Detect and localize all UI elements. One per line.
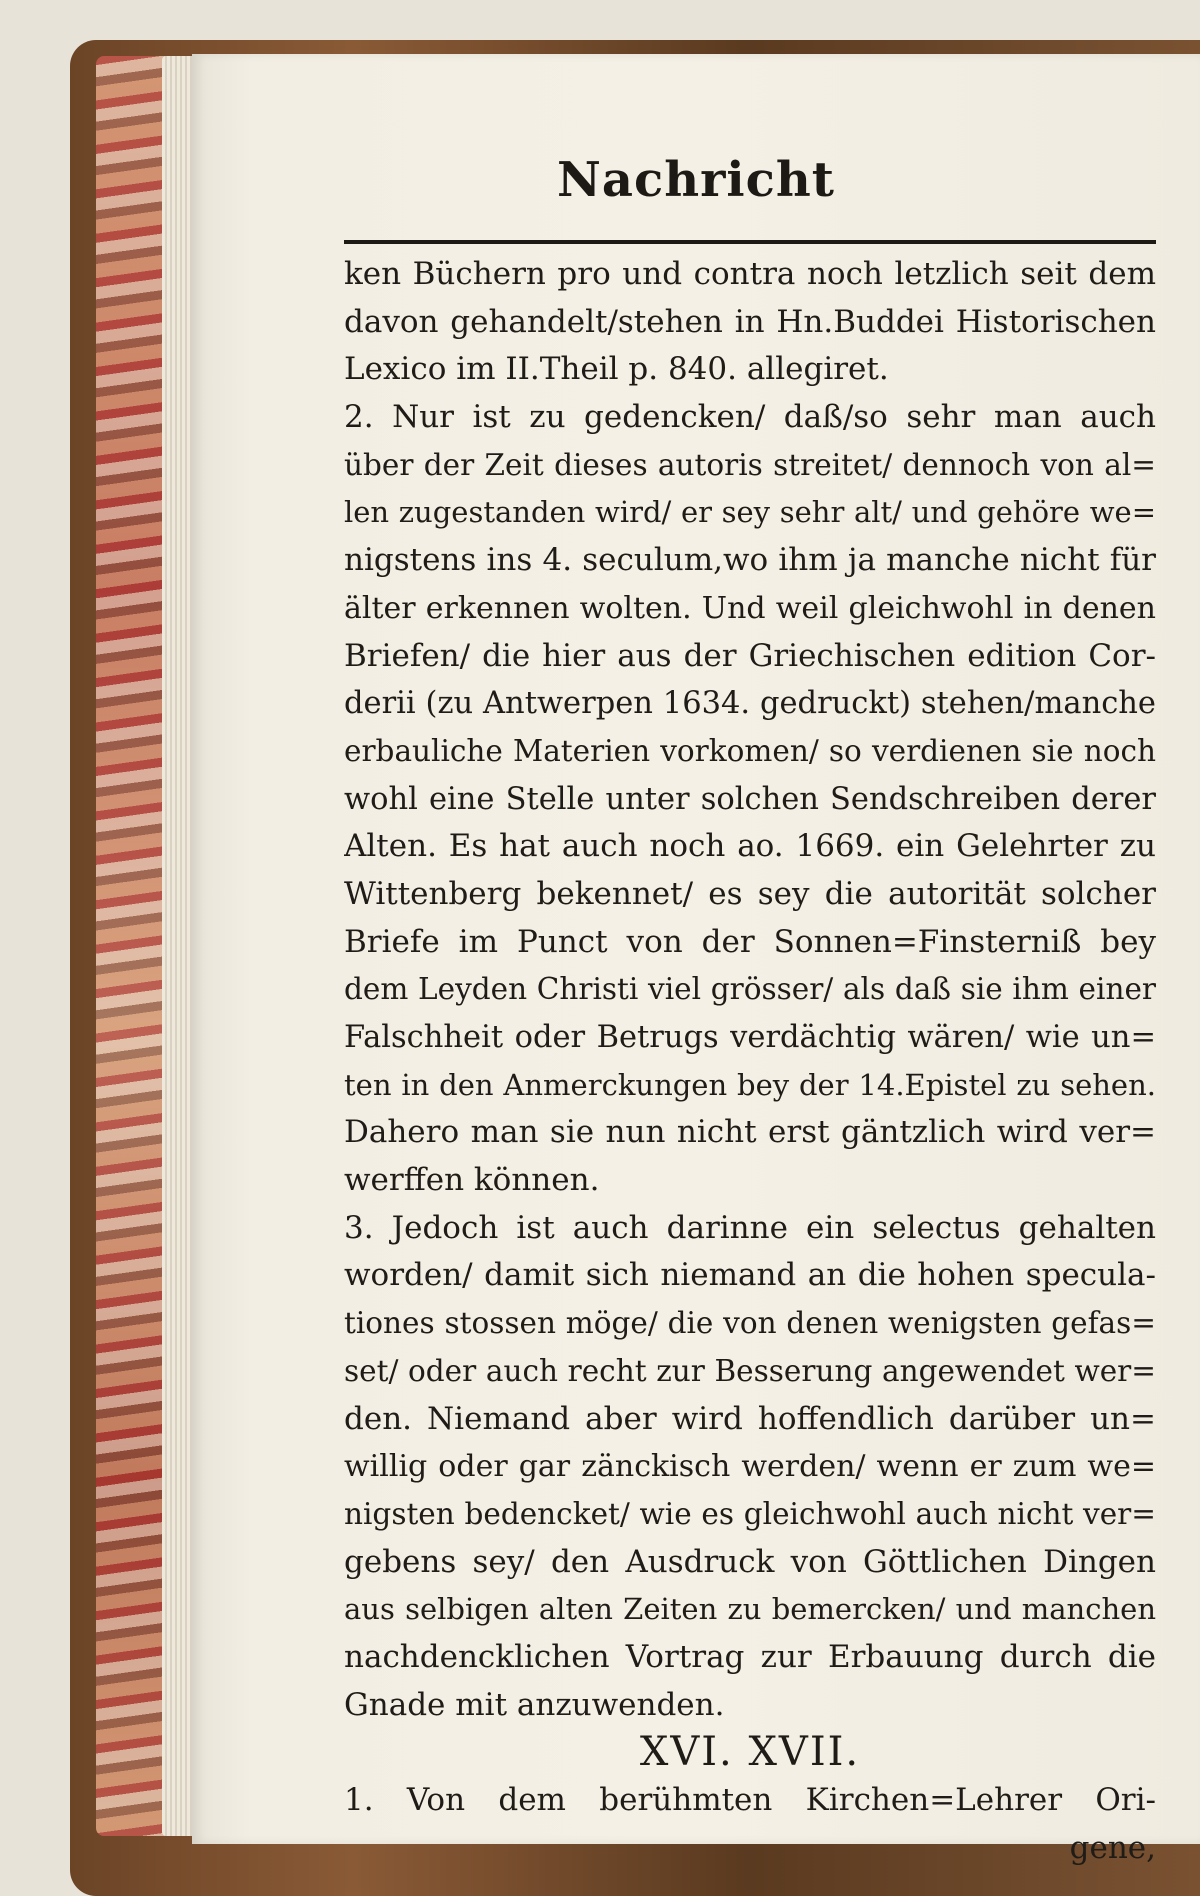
text-line: Dahero man sie nun nicht erst gäntzlich wird ver= xyxy=(344,1114,1156,1151)
text-line: ten in den Anmerckungen bey der 14.Epistel zu sehen. xyxy=(344,1067,1156,1102)
text-line: erbauliche Materien vorkomen/ so verdienen sie noch xyxy=(344,733,1156,768)
header-rule xyxy=(344,240,1156,244)
text-line: tiones stossen möge/ die von denen wenigsten gefas= xyxy=(344,1306,1156,1341)
running-header: Nachricht xyxy=(557,152,835,208)
text-line: Falschheit oder Betrugs verdächtig wären/ wie un= xyxy=(344,1020,1156,1055)
text-line: len zugestanden wird/ er sey sehr alt/ und gehöre we= xyxy=(344,495,1156,530)
text-line: worden/ damit sich niemand an die hohen specula- xyxy=(344,1257,1156,1294)
marbled-endpaper xyxy=(96,56,172,1836)
text-line: aus selbigen alten Zeiten zu bemercken/ und manchen xyxy=(344,1592,1156,1627)
text-line: Briefen/ die hier aus der Griechischen edition Cor- xyxy=(344,637,1156,674)
catchword: gene, xyxy=(1069,1829,1156,1866)
text-line: Wittenberg bekennet/ es sey die autorität solcher xyxy=(344,875,1156,912)
text-line: nigsten bedencket/ wie es gleichwohl auch nicht ver= xyxy=(344,1496,1156,1531)
text-line: Lexico im II.Theil p. 840. allegiret. xyxy=(344,351,889,388)
text-line: davon gehandelt/stehen in Hn.Buddei Historischen xyxy=(344,303,1156,340)
text-line: wohl eine Stelle unter solchen Sendschreiben derer xyxy=(344,781,1156,817)
text-line: 1. Von dem berühmten Kirchen=Lehrer Ori- xyxy=(344,1782,1156,1818)
text-line: dem Leyden Christi viel grösser/ als daß sie ihm einer xyxy=(344,972,1156,1007)
text-line: 2. Nur ist zu gedencken/ daß/so sehr man auch xyxy=(344,399,1156,436)
text-line: willig oder gar zänckisch werden/ wenn er zum we= xyxy=(344,1449,1156,1485)
text-line: 3. Jedoch ist auch darinne ein selectus gehalten xyxy=(344,1209,1156,1246)
section-heading: XVI. XVII. xyxy=(639,1729,861,1776)
text-line: Briefe im Punct von der Sonnen=Finsterniß bey xyxy=(344,923,1156,960)
text-line: den. Niemand aber wird hoffendlich darüber un= xyxy=(344,1400,1156,1437)
text-line: Gnade mit anzuwenden. xyxy=(344,1686,725,1723)
text-line: nigstens ins 4. seculum,wo ihm ja manche nicht für xyxy=(344,542,1156,579)
text-line: werffen können. xyxy=(344,1162,600,1199)
text-line: nachdencklichen Vortrag zur Erbauung durch die xyxy=(344,1638,1156,1675)
text-line: derii (zu Antwerpen 1634. gedruckt) stehen/manche xyxy=(344,686,1156,722)
text-line: über der Zeit dieses autoris streitet/ dennoch von al= xyxy=(344,447,1156,482)
text-line: set/ oder auch recht zur Besserung angewendet wer= xyxy=(344,1353,1156,1388)
body-text xyxy=(344,251,1156,1872)
text-line: Alten. Es hat auch noch ao. 1669. ein Gelehrter zu xyxy=(344,828,1156,865)
text-line: gebens sey/ den Ausdruck von Göttlichen Dingen xyxy=(344,1543,1156,1580)
book-page xyxy=(192,54,1200,1866)
text-line: ken Büchern pro und contra noch letzlich seit dem xyxy=(344,256,1156,292)
text-line: älter erkennen wolten. Und weil gleichwohl in denen xyxy=(344,590,1156,626)
